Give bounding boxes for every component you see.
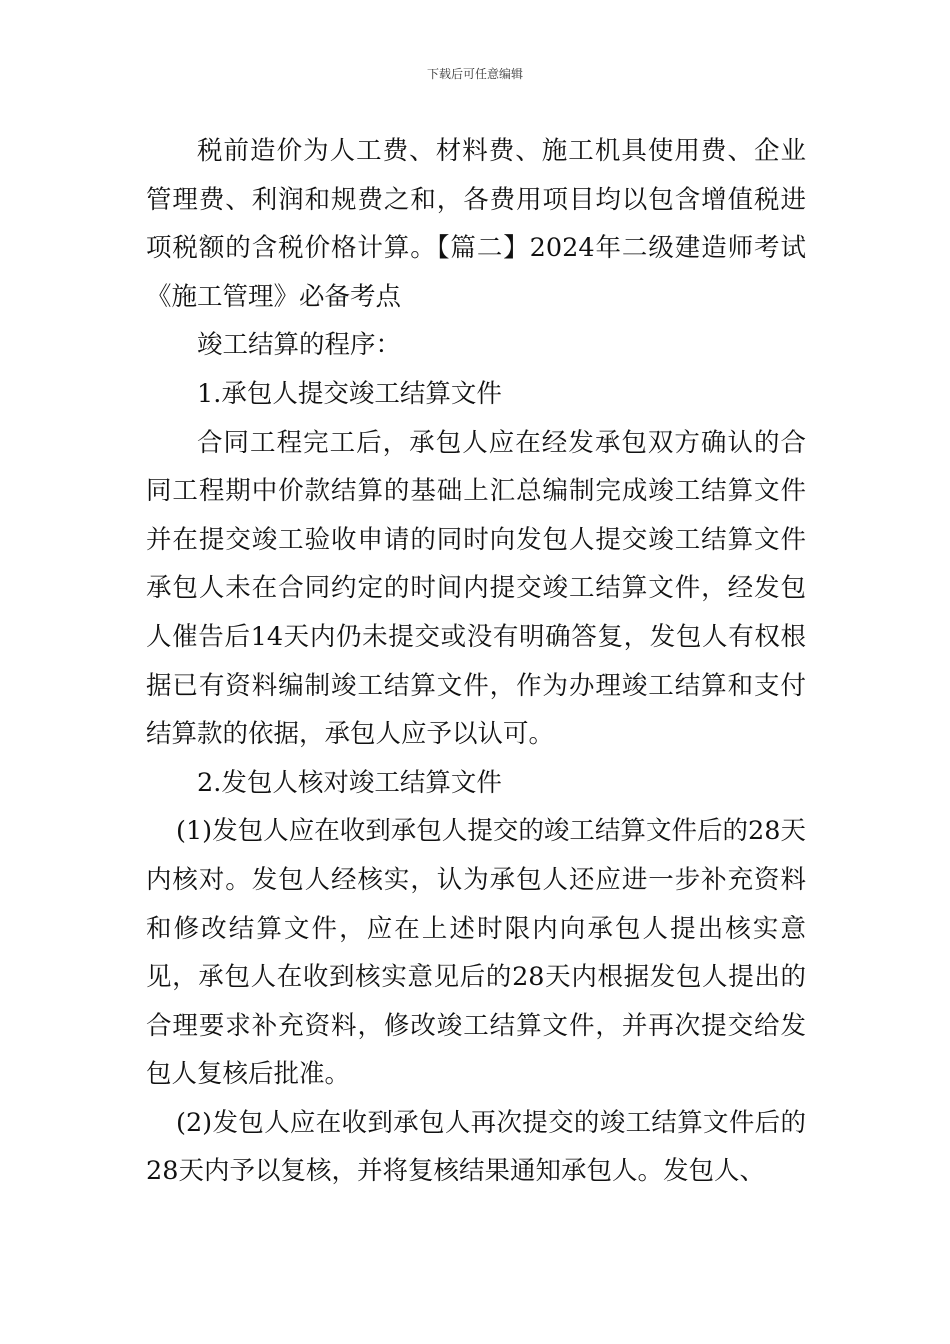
paragraph-settlement-procedure-heading: 竣工结算的程序： [197,330,402,361]
paragraph-pre-tax-cost: 税前造价为人工费、材料费、施工机具使用费、企业管理费、利润和规费之和，各费用项目均以包含增值税进项税额的含税价格计算。【篇二】2024年二级建造师考试《施工管理》必备考点 [146,136,806,312]
paragraph-step-2-heading: 2.发包人核对竣工结算文件 [197,767,502,798]
paragraph-step-2-item-2: (2)发包人应在收到承包人再次提交的竣工结算文件后的28天内予以复核，并将复核结果通知承包人。发包人、 [146,1107,806,1187]
page-header: 下载后可任意编辑 [426,67,523,81]
paragraph-step-1-heading: 1.承包人提交竣工结算文件 [197,378,502,409]
paragraph-step-2-item-1: (1)发包人应在收到承包人提交的竣工结算文件后的28天内核对。发包人经核实，认为承包人还应进一步补充资料和修改结算文件，应在上述时限内向承包人提出核实意见，承包人在收到核实意见后的28天内根据发包人提出的合理要求补充资料，修改竣工结算文件，并再次提交给发包人复核后批准。 [146,816,806,1090]
document-body [146,127,806,1196]
paragraph-step-1-body: 合同工程完工后，承包人应在经发承包双方确认的合同工程期中价款结算的基础上汇总编制完成竣工结算文件并在提交竣工验收申请的同时向发包人提交竣工结算文件承包人未在合同约定的时间内提交竣工结算文件，经发包人催告后14天内仍未提交或没有明确答复，发包人有权根据已有资料编制竣工结算文件，作为办理竣工结算和支付结算款的依据，承包人应予以认可。 [146,427,806,750]
